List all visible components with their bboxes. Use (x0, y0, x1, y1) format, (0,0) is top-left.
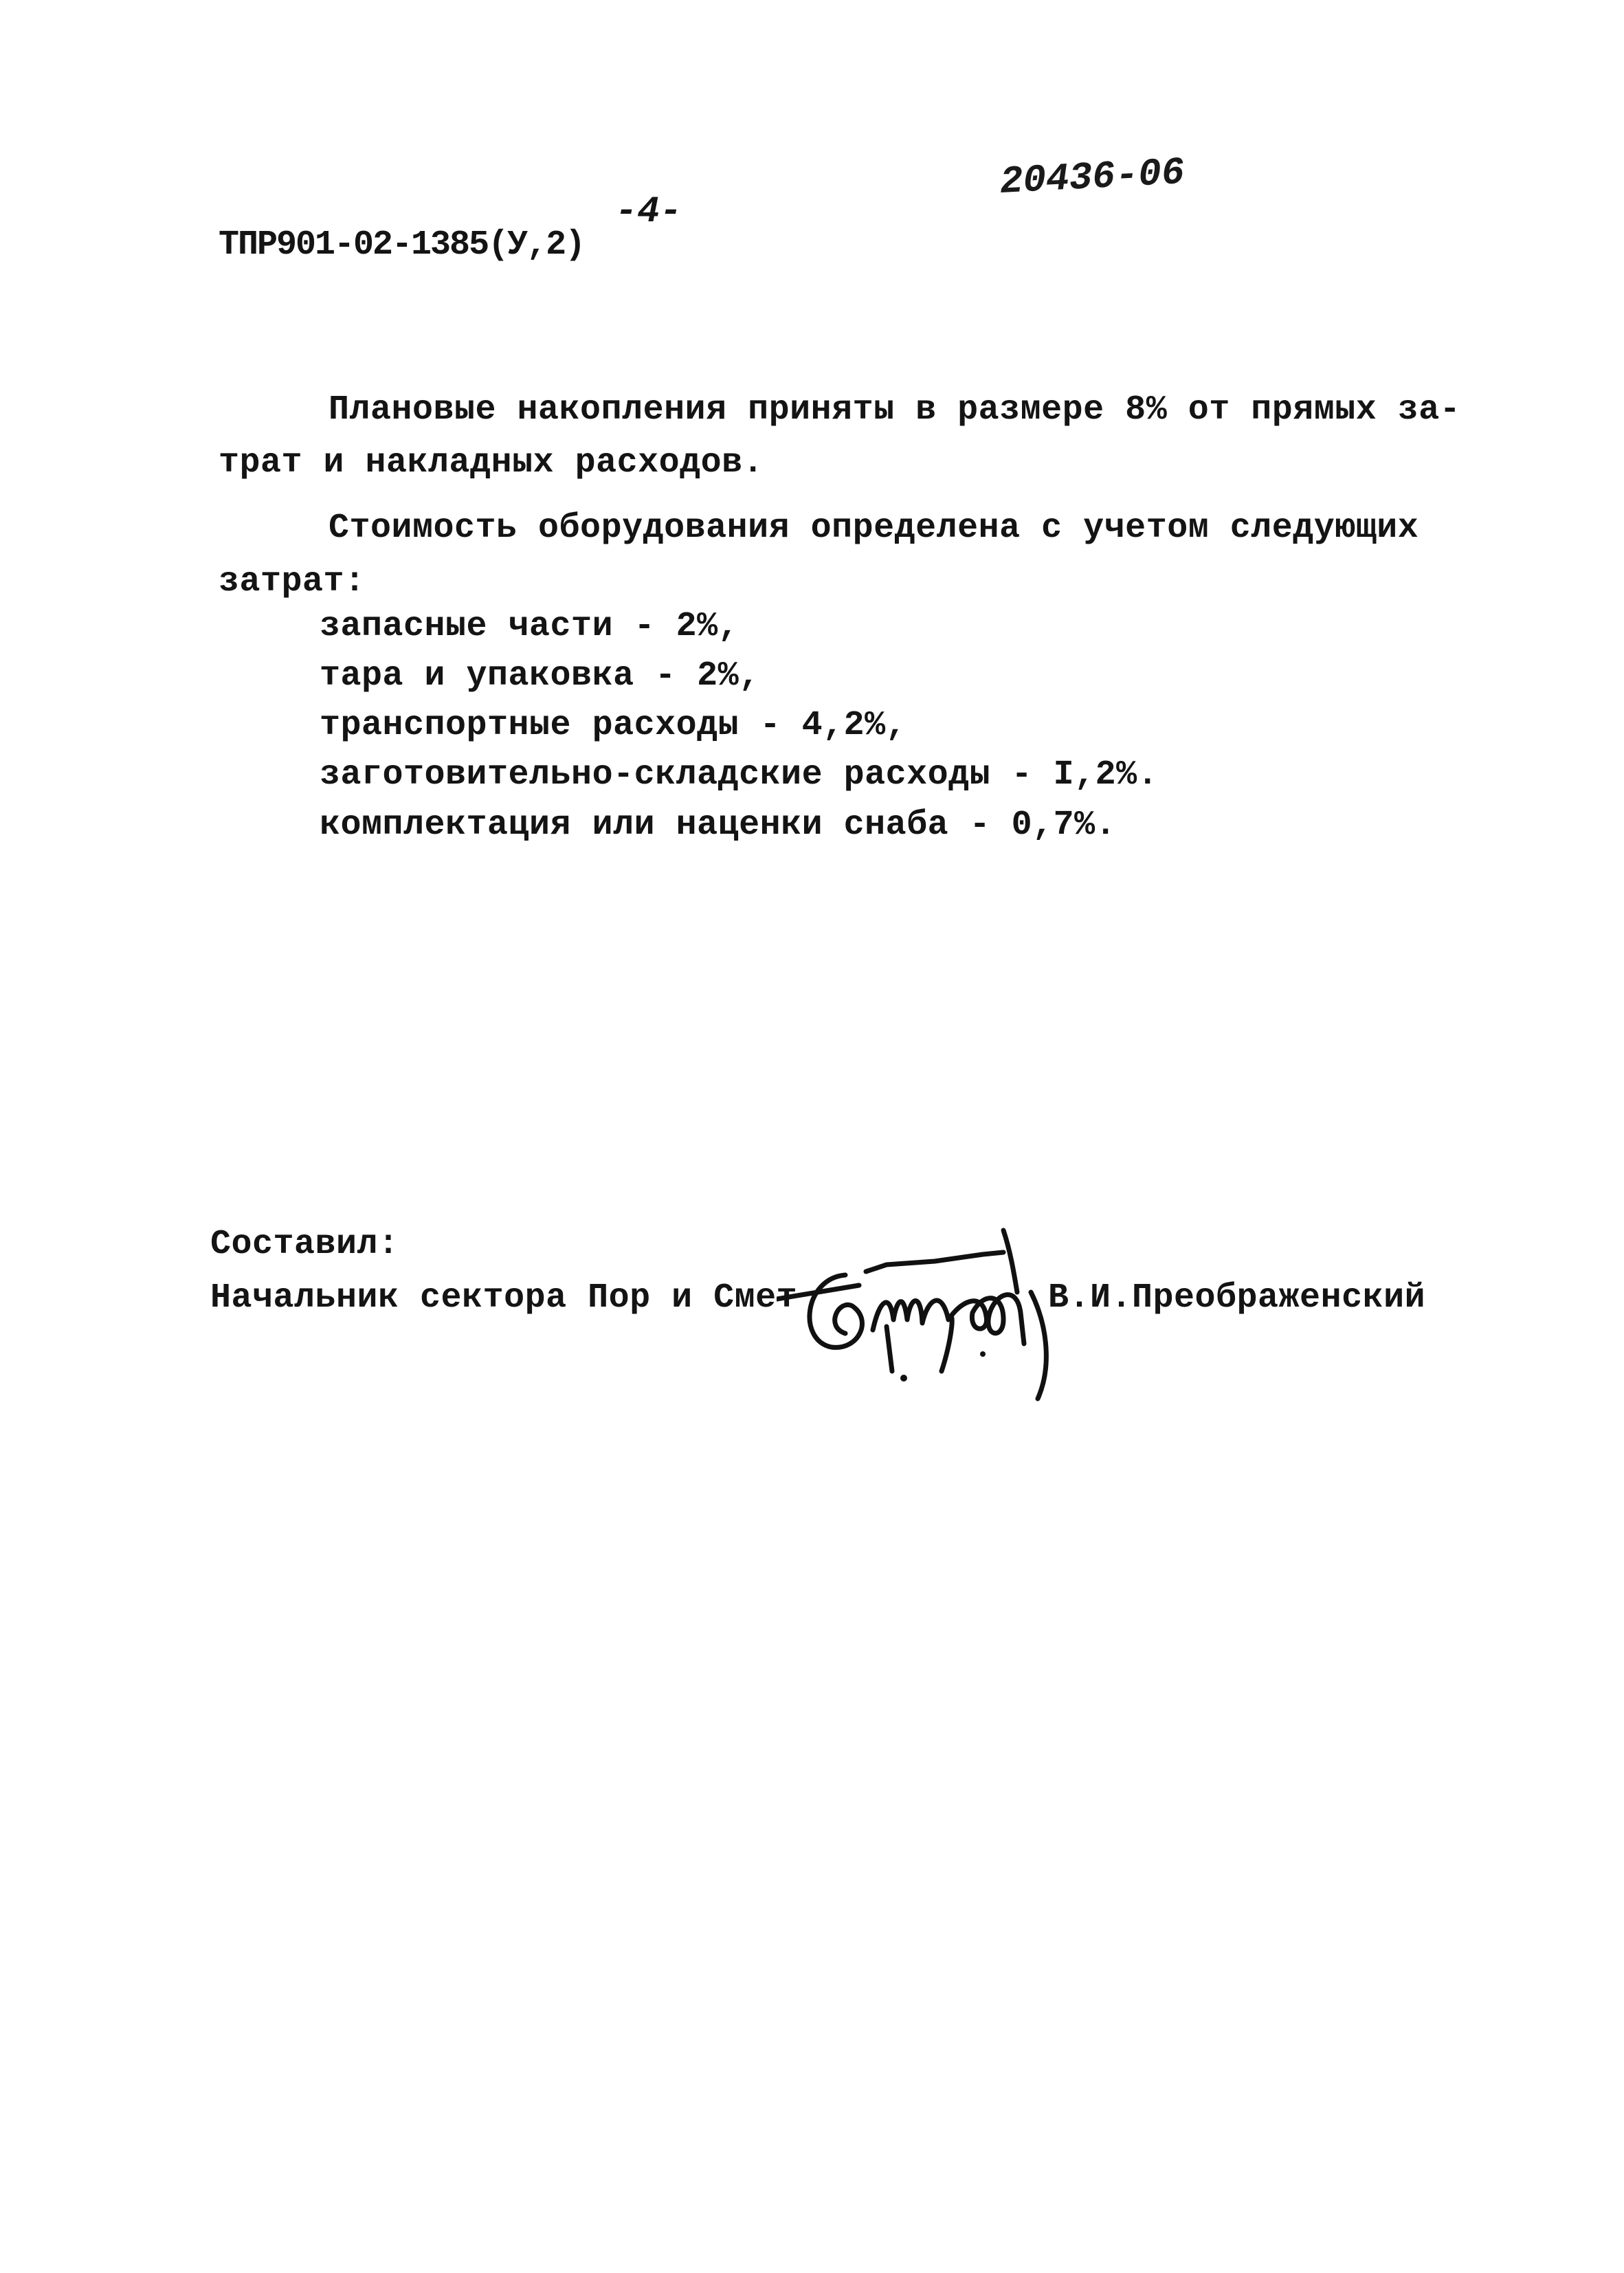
paragraph-1-line-1: Плановые накопления приняты в размере 8% от прямых за- (329, 390, 1461, 430)
signer-position: Начальник сектора Пор и Смет (210, 1278, 798, 1318)
document-code: ТПР901-02-1385(У,2) (219, 225, 585, 265)
list-item: заготовительно-складские расходы - I,2%. (320, 755, 1159, 795)
signer-name: В.И.Преображенский (1048, 1278, 1426, 1318)
paragraph-1-line-2: трат и накладных расходов. (219, 443, 764, 483)
paragraph-2-line-1: Стоимость оборудования определена с учетом следующих (329, 509, 1419, 548)
paragraph-2-line-2: затрат: (219, 562, 366, 601)
handwritten-signature (777, 1223, 1093, 1402)
list-item: транспортные расходы - 4,2%, (320, 706, 907, 745)
inventory-number: 20436-06 (999, 150, 1186, 204)
page-number: -4- (615, 191, 682, 233)
list-item: комплектация или наценки снаба - 0,7%. (320, 806, 1117, 845)
compiled-by-label: Составил: (210, 1225, 399, 1264)
list-item: запасные части - 2%, (320, 607, 739, 646)
list-item: тара и упаковка - 2%, (320, 656, 760, 696)
